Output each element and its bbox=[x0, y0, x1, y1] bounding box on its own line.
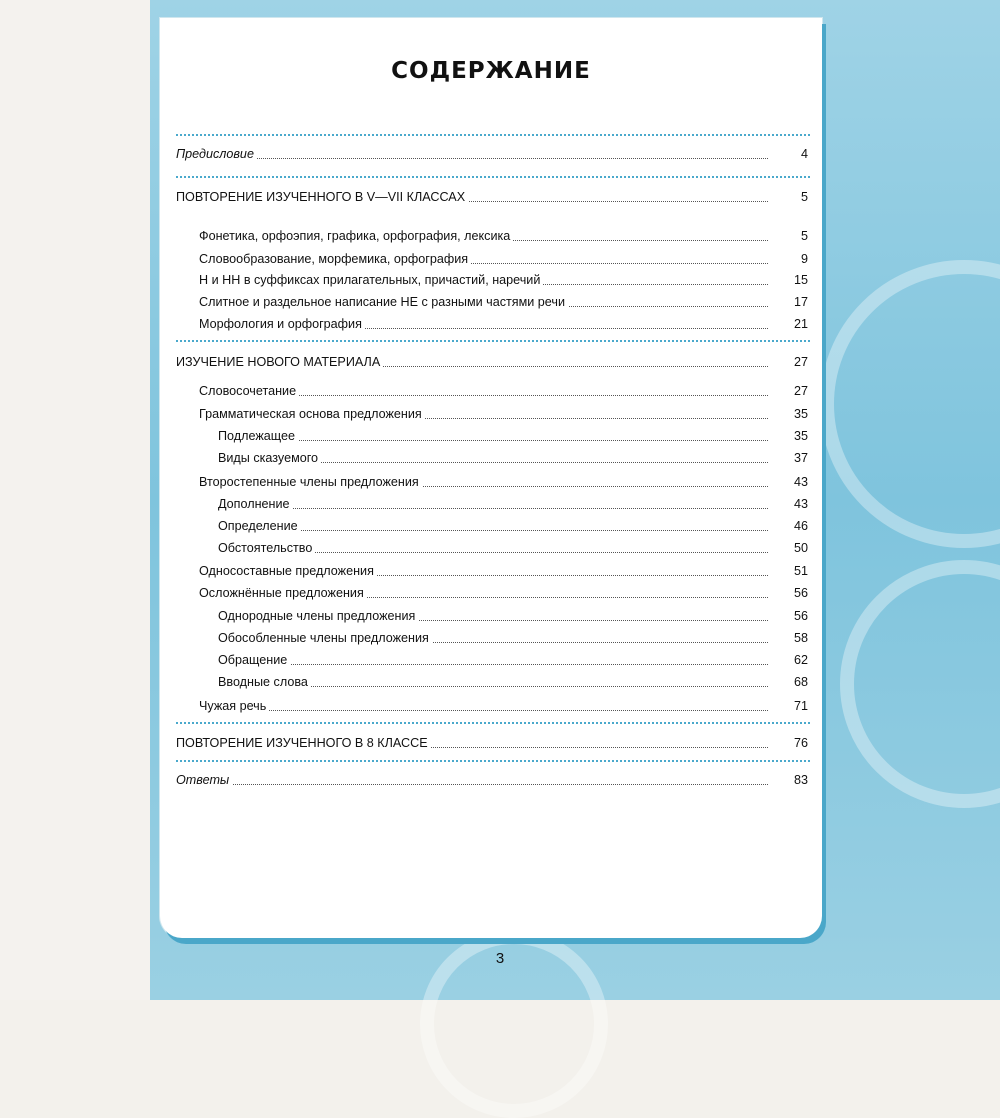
toc-entry-page: 17 bbox=[768, 292, 808, 312]
section-divider bbox=[176, 722, 810, 724]
toc-entry-page: 83 bbox=[768, 770, 808, 790]
toc-entry-page: 37 bbox=[768, 448, 808, 468]
toc-entry-page: 43 bbox=[768, 472, 808, 492]
toc-entry-label: Словообразование, морфемика, орфография bbox=[199, 249, 471, 269]
toc-entry bbox=[0, 561, 1000, 581]
toc-entry-page: 68 bbox=[768, 672, 808, 692]
toc-entry-label: Морфология и орфография bbox=[199, 314, 365, 334]
toc-entry bbox=[0, 270, 1000, 290]
toc-entry-page: 35 bbox=[768, 404, 808, 424]
toc-entry-label: Вводные слова bbox=[218, 672, 311, 692]
toc-entry-label: Однородные члены предложения bbox=[218, 606, 418, 626]
toc-entry-label: Чужая речь bbox=[199, 696, 269, 716]
toc-leader-dots bbox=[176, 784, 786, 785]
toc-entry-page: 21 bbox=[768, 314, 808, 334]
toc-entry-page: 58 bbox=[768, 628, 808, 648]
section-divider bbox=[176, 176, 810, 178]
section-divider bbox=[176, 340, 810, 342]
toc-entry-label: Определение bbox=[218, 516, 301, 536]
toc-entry bbox=[0, 448, 1000, 468]
toc-entry-page: 9 bbox=[768, 249, 808, 269]
toc-entry-label: ПОВТОРЕНИЕ ИЗУЧЕННОГО В V—VII КЛАССАХ bbox=[176, 187, 468, 207]
toc-entry-label: Обстоятельство bbox=[218, 538, 315, 558]
toc-entry-label: Н и НН в суффиксах прилагательных, причастий, наречий bbox=[199, 270, 543, 290]
toc-entry bbox=[0, 696, 1000, 716]
toc-entry-label: Фонетика, орфоэпия, графика, орфография, лексика bbox=[199, 226, 513, 246]
toc-entry-page: 5 bbox=[768, 187, 808, 207]
toc-entry-page: 27 bbox=[768, 352, 808, 372]
toc-entry bbox=[0, 472, 1000, 492]
toc-entry-page: 56 bbox=[768, 583, 808, 603]
toc-entry-page: 71 bbox=[768, 696, 808, 716]
toc-entry bbox=[0, 628, 1000, 648]
toc-entry-label: Слитное и раздельное написание НЕ с разными частями речи bbox=[199, 292, 568, 312]
toc-entry bbox=[0, 404, 1000, 424]
toc-entry-label: Обращение bbox=[218, 650, 290, 670]
toc-entry bbox=[0, 426, 1000, 446]
toc-entry-page: 35 bbox=[768, 426, 808, 446]
toc-leader-dots bbox=[218, 508, 786, 509]
toc-entry-label: Словосочетание bbox=[199, 381, 299, 401]
toc-entry-label: ИЗУЧЕНИЕ НОВОГО МАТЕРИАЛА bbox=[176, 352, 383, 372]
toc-entry bbox=[0, 249, 1000, 269]
toc-entry bbox=[0, 770, 1000, 790]
toc-entry bbox=[0, 583, 1000, 603]
toc-entry-label: Грамматическая основа предложения bbox=[199, 404, 425, 424]
toc-leader-dots bbox=[176, 158, 786, 159]
toc-entry bbox=[0, 144, 1000, 164]
toc-leader-dots bbox=[199, 710, 786, 711]
toc-entry-label: ПОВТОРЕНИЕ ИЗУЧЕННОГО В 8 КЛАССЕ bbox=[176, 733, 431, 753]
toc-entry bbox=[0, 538, 1000, 558]
toc-entry bbox=[0, 650, 1000, 670]
toc-entry bbox=[0, 314, 1000, 334]
toc-entry bbox=[0, 352, 1000, 372]
toc-entry-label: Подлежащее bbox=[218, 426, 298, 446]
toc-entry-page: 5 bbox=[768, 226, 808, 246]
toc-entry bbox=[0, 672, 1000, 692]
toc-entry-page: 56 bbox=[768, 606, 808, 626]
toc-entry-label: Осложнённые предложения bbox=[199, 583, 367, 603]
toc-leader-dots bbox=[218, 664, 786, 665]
section-divider bbox=[176, 760, 810, 762]
toc-entry-label: Односоставные предложения bbox=[199, 561, 377, 581]
toc-entry-page: 50 bbox=[768, 538, 808, 558]
toc-leader-dots bbox=[218, 440, 786, 441]
page-title: СОДЕРЖАНИЕ bbox=[391, 58, 591, 84]
toc-leader-dots bbox=[218, 530, 786, 531]
toc-entry-page: 43 bbox=[768, 494, 808, 514]
toc-entry-page: 76 bbox=[768, 733, 808, 753]
toc-entry-page: 4 bbox=[768, 144, 808, 164]
toc-entry bbox=[0, 226, 1000, 246]
toc-entry-page: 51 bbox=[768, 561, 808, 581]
toc-entry-label: Обособленные члены предложения bbox=[218, 628, 432, 648]
toc-entry-page: 27 bbox=[768, 381, 808, 401]
page-number: 3 bbox=[495, 950, 505, 967]
toc-entry-label: Виды сказуемого bbox=[218, 448, 321, 468]
toc-entry-page: 15 bbox=[768, 270, 808, 290]
toc-entry bbox=[0, 187, 1000, 207]
toc-entry bbox=[0, 292, 1000, 312]
toc-entry bbox=[0, 606, 1000, 626]
toc-entry-label: Дополнение bbox=[218, 494, 293, 514]
toc-entry bbox=[0, 494, 1000, 514]
toc-entry-page: 62 bbox=[768, 650, 808, 670]
toc-entry bbox=[0, 381, 1000, 401]
toc-entry-label: Второстепенные члены предложения bbox=[199, 472, 422, 492]
toc-entry bbox=[0, 733, 1000, 753]
toc-entry-page: 46 bbox=[768, 516, 808, 536]
toc-entry-label: Предисловие bbox=[176, 144, 257, 164]
toc-entry-label: Ответы bbox=[176, 770, 232, 790]
toc-entry bbox=[0, 516, 1000, 536]
section-divider bbox=[176, 134, 810, 136]
